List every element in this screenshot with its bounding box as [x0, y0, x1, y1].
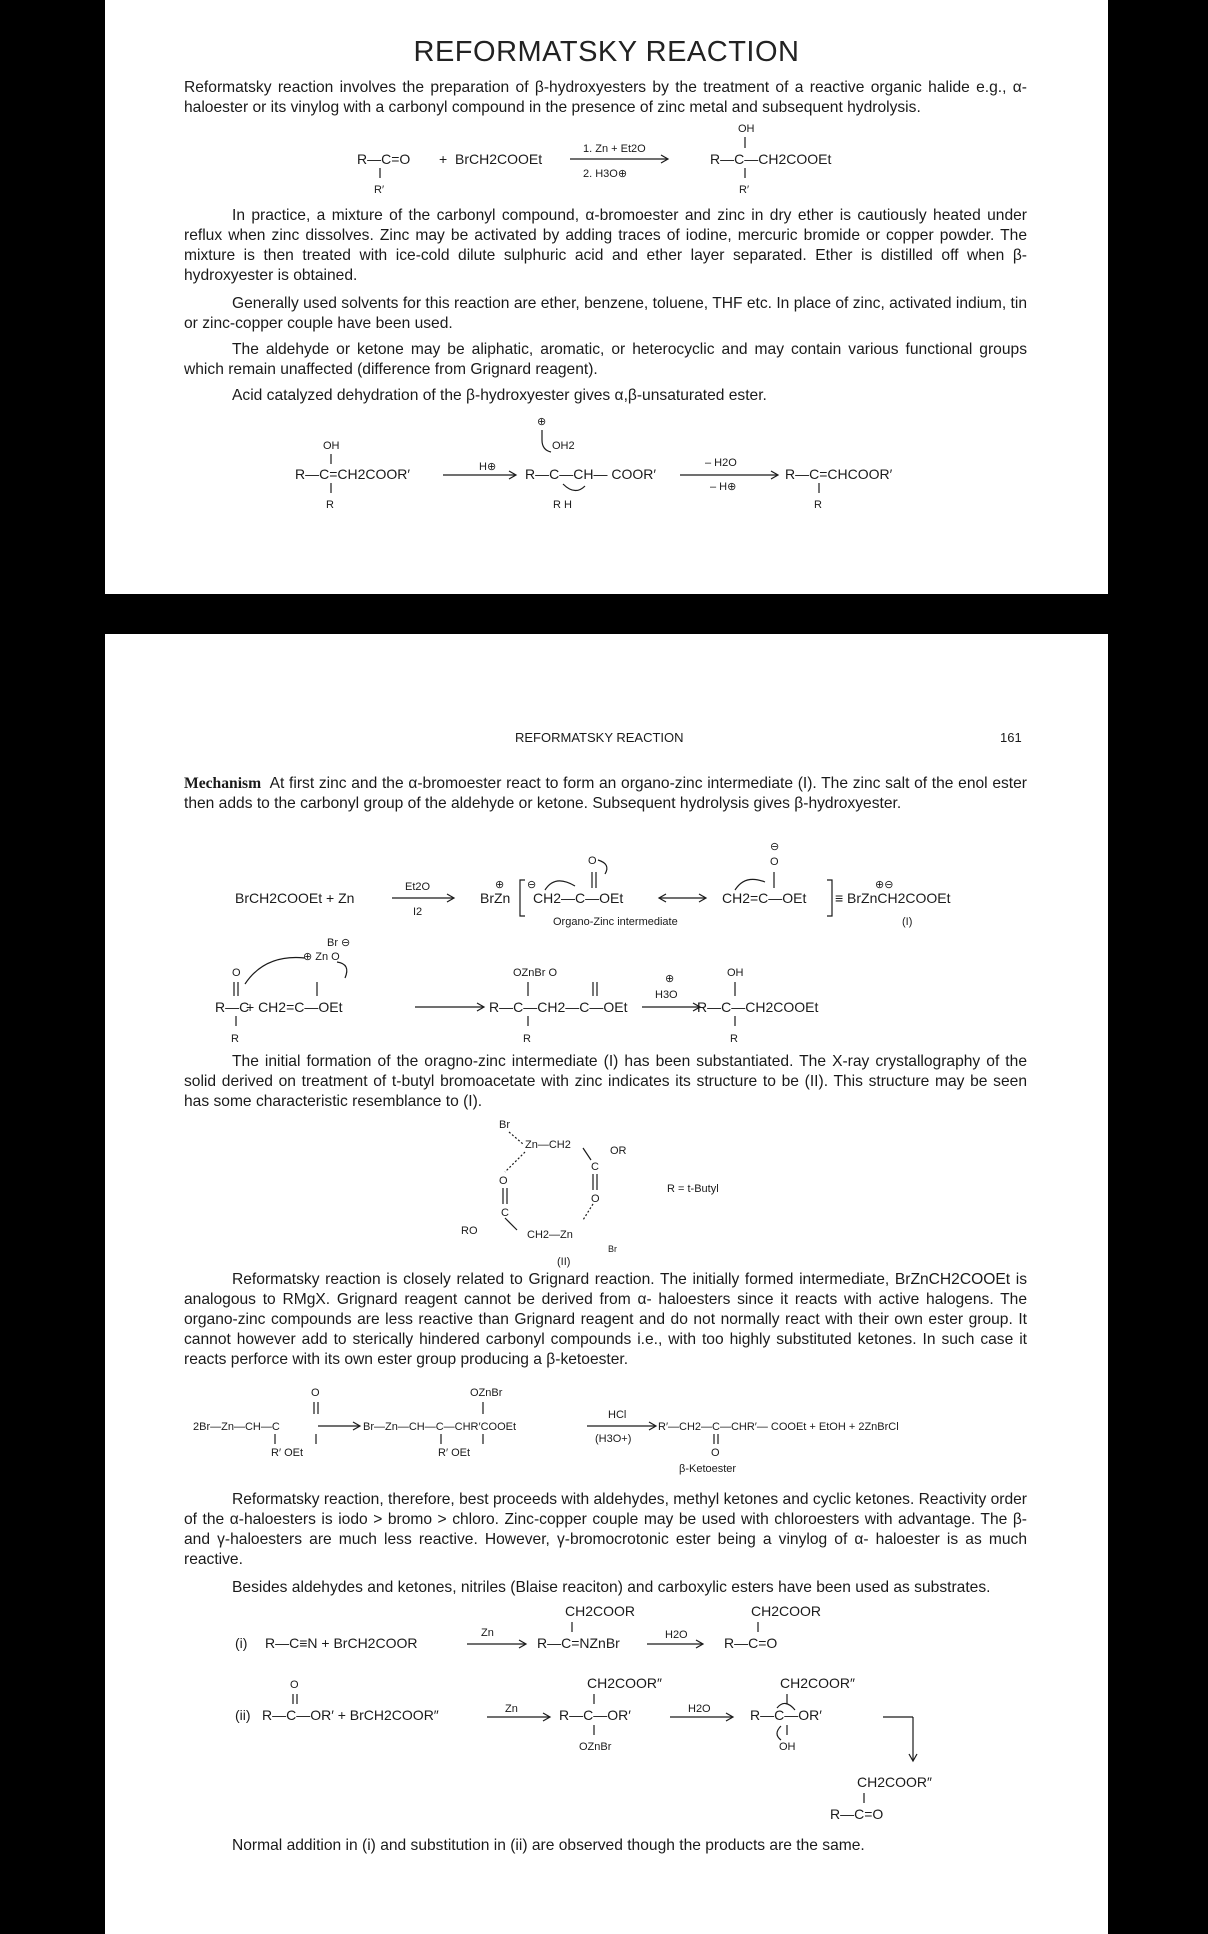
- s2-arrow2-top: – H2O: [705, 457, 737, 469]
- book-page-top: [105, 0, 1108, 594]
- mechanism-text: At first zinc and the α-bromoester react to form an organo-zinc intermediate (I). The zinc salt of the enol ester then adds to the carbonyl group of the aldehyde or ketone. Subsequent hydrolysis gives β-hydroxyester.: [184, 775, 1027, 812]
- s7-final: R—C=O: [830, 1806, 884, 1822]
- s6-mid-top: OZnBr: [470, 1387, 503, 1399]
- s7-i-label: (i): [235, 1635, 248, 1651]
- s3-brzn: BrZn: [480, 890, 511, 906]
- s6-cond-bot: (H3O+): [595, 1433, 632, 1445]
- s7-i-zn: Zn: [481, 1627, 494, 1639]
- paragraph-practice: In practice, a mixture of the carbonyl compound, α-bromoester and zinc in dry ether is cautiously heated under reflux when zinc dissolves. Zinc may be activated by adding traces of iodine, mercuric bromide or copper powder. The mixture is then treated with ice-cold dilute sulphuric acid and ether layer separated. Ether is distilled off when β-hydroxyester is obtained.: [184, 207, 1027, 284]
- s1-reactant2: BrCH2COOEt: [455, 151, 543, 167]
- s7-i-int-top: CH2COOR: [565, 1603, 636, 1619]
- s7-i-prod: R—C=O: [724, 1635, 778, 1651]
- s3-charges: ⊕⊖: [875, 879, 894, 891]
- s2-arrow1-label: H⊕: [479, 461, 497, 473]
- s4-int-r: R: [523, 1033, 531, 1045]
- s3-minus-2: ⊖: [770, 841, 780, 853]
- s5-o-right: O: [591, 1193, 600, 1205]
- s7-i-prod-top: CH2COOR: [751, 1603, 822, 1619]
- s3-o-top: O: [588, 855, 597, 867]
- xray-paragraph: The initial formation of the oragno-zinc intermediate (I) has been substantiated. The X-ray crystallography of the solid derived on treatment of t-butyl bromoacetate with zinc indicates its structure to be (II). This structure may be seen has some characteristic resemblance to (I).: [184, 1053, 1027, 1110]
- s4-znbr: Br ⊖: [327, 937, 351, 949]
- s3-minus: ⊖: [527, 879, 537, 891]
- paragraph-dehydration: Acid catalyzed dehydration of the β-hydroxyester gives α,β-unsaturated ester.: [232, 387, 767, 404]
- s5-num: (II): [557, 1256, 571, 1268]
- s6-mid-sub: R′ OEt: [438, 1447, 471, 1459]
- s4-zn: ⊕ Zn O: [303, 951, 340, 963]
- grignard-paragraph: Reformatsky reaction is closely related to Grignard reaction. The initially formed intermediate, BrZnCH2COOEt is analogous to RMgX. Grignard reagent cannot be derived from α- haloesters since it reacts with active halogens. The organo-zinc compounds are less reactive than Grignard reagent and do not normally react with their own ester group. It cannot however add to sterically hindered carbonyl compounds i.e., with too highly substituted ketones. In such case it reacts perforce with its own ester group producing a β-ketoester.: [184, 1271, 1027, 1368]
- s3-enolate2: CH2=C—OEt: [722, 890, 807, 906]
- s3-num: (I): [902, 916, 913, 928]
- s6-prod: R′—CH2—C—CHR′— COOEt + EtOH + 2ZnBrCl: [658, 1421, 899, 1433]
- reaction-scheme-6: [105, 1382, 1108, 1478]
- s5-br-bottom: Br: [608, 1244, 617, 1254]
- s7-i-react: R—C≡N + BrCH2COOR: [265, 1635, 418, 1651]
- page-title: REFORMATSKY REACTION: [413, 36, 800, 68]
- reaction-scheme-3: [105, 838, 1108, 928]
- s2-s2-top: OH2: [552, 440, 575, 452]
- s5-o-left: O: [499, 1175, 508, 1187]
- s4-h3o: H3O: [655, 989, 678, 1001]
- s7-ii-prod-top: CH2COOR″: [780, 1675, 855, 1691]
- s5-br-top: Br: [499, 1119, 510, 1131]
- s2-s2-sub: R H: [553, 499, 572, 511]
- s2-s2-charge: ⊕: [537, 416, 547, 428]
- s5-r-def: R = t-Butyl: [667, 1183, 719, 1195]
- s3-o-top-2: O: [770, 856, 779, 868]
- s7-ii-top: O: [290, 1679, 299, 1691]
- s5-ro-left: RO: [461, 1225, 478, 1237]
- s7-ii-react: R—C—OR′ + BrCH2COOR″: [262, 1707, 439, 1723]
- s7-ii-prod: R—C—OR′: [750, 1707, 822, 1723]
- s7-final-top: CH2COOR″: [857, 1774, 932, 1790]
- s7-ii-int-top: CH2COOR″: [587, 1675, 662, 1691]
- s3-cond-top: Et2O: [405, 881, 431, 893]
- s7-ii-h2o: H2O: [688, 1703, 711, 1715]
- structure-II: [105, 1110, 1108, 1270]
- s1-product-top: OH: [738, 123, 755, 135]
- s3-cond-bot: I2: [413, 906, 423, 918]
- s3-enolate1: CH2—C—OEt: [533, 890, 624, 906]
- s4-int-top: OZnBr O: [513, 967, 558, 979]
- running-head: REFORMATSKY REACTION: [515, 730, 684, 745]
- intro-paragraph: Reformatsky reaction involves the preparation of β-hydroxyesters by the treatment of a reactive organic halide e.g., α-haloester or its vinylog with a carbonyl compound in the presence of zinc metal and subsequent hydrolysis.: [184, 79, 1027, 116]
- s6-cond-top: HCl: [608, 1409, 627, 1421]
- s3-equiv: ≡ BrZnCH2COOEt: [835, 890, 951, 906]
- s4-prod: R—C—CH2COOEt: [697, 999, 819, 1015]
- paragraph-substrates: The aldehyde or ketone may be aliphatic, aromatic, or heterocyclic and may contain various functional groups which remain unaffected (difference from Grignard reagent).: [184, 341, 1027, 378]
- s1-product: R—C—CH2COOEt: [710, 151, 832, 167]
- s7-ii-zn: Zn: [505, 1703, 518, 1715]
- s7-ii-int: R—C—OR′: [559, 1707, 631, 1723]
- s6-left-top: O: [311, 1387, 320, 1399]
- s4-prod-top: OH: [727, 967, 744, 979]
- s6-left-sub: R′ OEt: [271, 1447, 304, 1459]
- s6-label: β-Ketoester: [679, 1463, 737, 1475]
- substrates-paragraph: Besides aldehydes and ketones, nitriles (Blaise reaciton) and carboxylic esters have been used as substrates.: [232, 1579, 991, 1596]
- mechanism-paragraph: [184, 774, 1027, 814]
- s4-h3o-charge: ⊕: [665, 973, 675, 985]
- s5-c-left: C: [501, 1207, 509, 1219]
- s7-ii-label: (ii): [235, 1707, 251, 1723]
- s4-carbonyl: R—C: [215, 999, 250, 1015]
- s6-mid: Br—Zn—CH—C—CHR′COOEt: [363, 1421, 517, 1433]
- final-paragraph: Normal addition in (i) and substitution in (ii) are observed though the products are the same.: [232, 1837, 865, 1854]
- reaction-scheme-4: [105, 934, 1108, 1052]
- book-page-bottom: [105, 634, 1108, 1934]
- s1-condition2: 2. H3O⊕: [583, 168, 628, 180]
- scope-paragraph: Reformatsky reaction, therefore, best proceeds with aldehydes, methyl ketones and cyclic ketones. Reactivity order of the α-haloesters is iodo > bromo > chloro. Zinc-copper couple may be used with chloroesters with advantage. The β- and γ-haloesters are much less reactive. However, γ-bromocrotonic ester being a vinylog of α- haloester is as much reactive.: [184, 1491, 1027, 1568]
- reaction-scheme-7: [105, 1600, 1108, 1830]
- s1-condition1: 1. Zn + Et2O: [583, 143, 646, 155]
- reaction-scheme-2: [105, 410, 1108, 525]
- s1-plus: +: [439, 151, 448, 167]
- s4-prod-r: R: [730, 1033, 738, 1045]
- s6-prod-sub: O: [711, 1447, 720, 1459]
- s7-ii-int-bot: OZnBr: [579, 1741, 612, 1753]
- s2-s3-sub: R: [814, 499, 822, 511]
- s2-s2: R—C—CH— COOR′: [525, 466, 656, 482]
- s7-i-h2o: H2O: [665, 1629, 688, 1641]
- s3-plus: ⊕: [495, 879, 505, 891]
- s4-carbonyl-r: R: [231, 1033, 239, 1045]
- page-number: 161: [1000, 730, 1022, 745]
- s5-or-right: OR: [610, 1145, 627, 1157]
- s5-ch2-zn-bottom: CH2—Zn: [527, 1229, 573, 1241]
- mechanism-label: Mechanism: [184, 775, 262, 792]
- s2-s1: R—C=CH2COOR′: [295, 466, 411, 482]
- s2-s3: R—C=CHCOOR′: [785, 466, 893, 482]
- s2-s1-sub: R: [326, 499, 334, 511]
- s2-s1-top: OH: [323, 440, 340, 452]
- s7-ii-prod-bot: OH: [779, 1741, 796, 1753]
- s3-label: Organo-Zinc intermediate: [553, 916, 678, 928]
- s3-reactants: BrCH2COOEt + Zn: [235, 890, 355, 906]
- s5-zn-ch2-top: Zn—CH2: [525, 1139, 571, 1151]
- s4-int: R—C—CH2—C—OEt: [489, 999, 628, 1015]
- s4-carbonyl-o: O: [232, 967, 241, 979]
- s4-enol: + CH2=C—OEt: [246, 999, 343, 1015]
- s7-i-int: R—C=NZnBr: [537, 1635, 620, 1651]
- s5-c-right: C: [591, 1161, 599, 1173]
- s1-reactant1-sub: R′: [374, 184, 385, 196]
- paragraph-solvents: Generally used solvents for this reaction are ether, benzene, toluene, THF etc. In place of zinc, activated indium, tin or zinc-copper couple have been used.: [184, 295, 1027, 332]
- reaction-scheme-1: [105, 116, 1108, 204]
- s1-product-sub: R′: [739, 184, 750, 196]
- s6-left: 2Br—Zn—CH—C: [193, 1421, 280, 1433]
- s2-arrow2-bot: – H⊕: [710, 481, 737, 493]
- s1-reactant1: R—C=O: [357, 151, 411, 167]
